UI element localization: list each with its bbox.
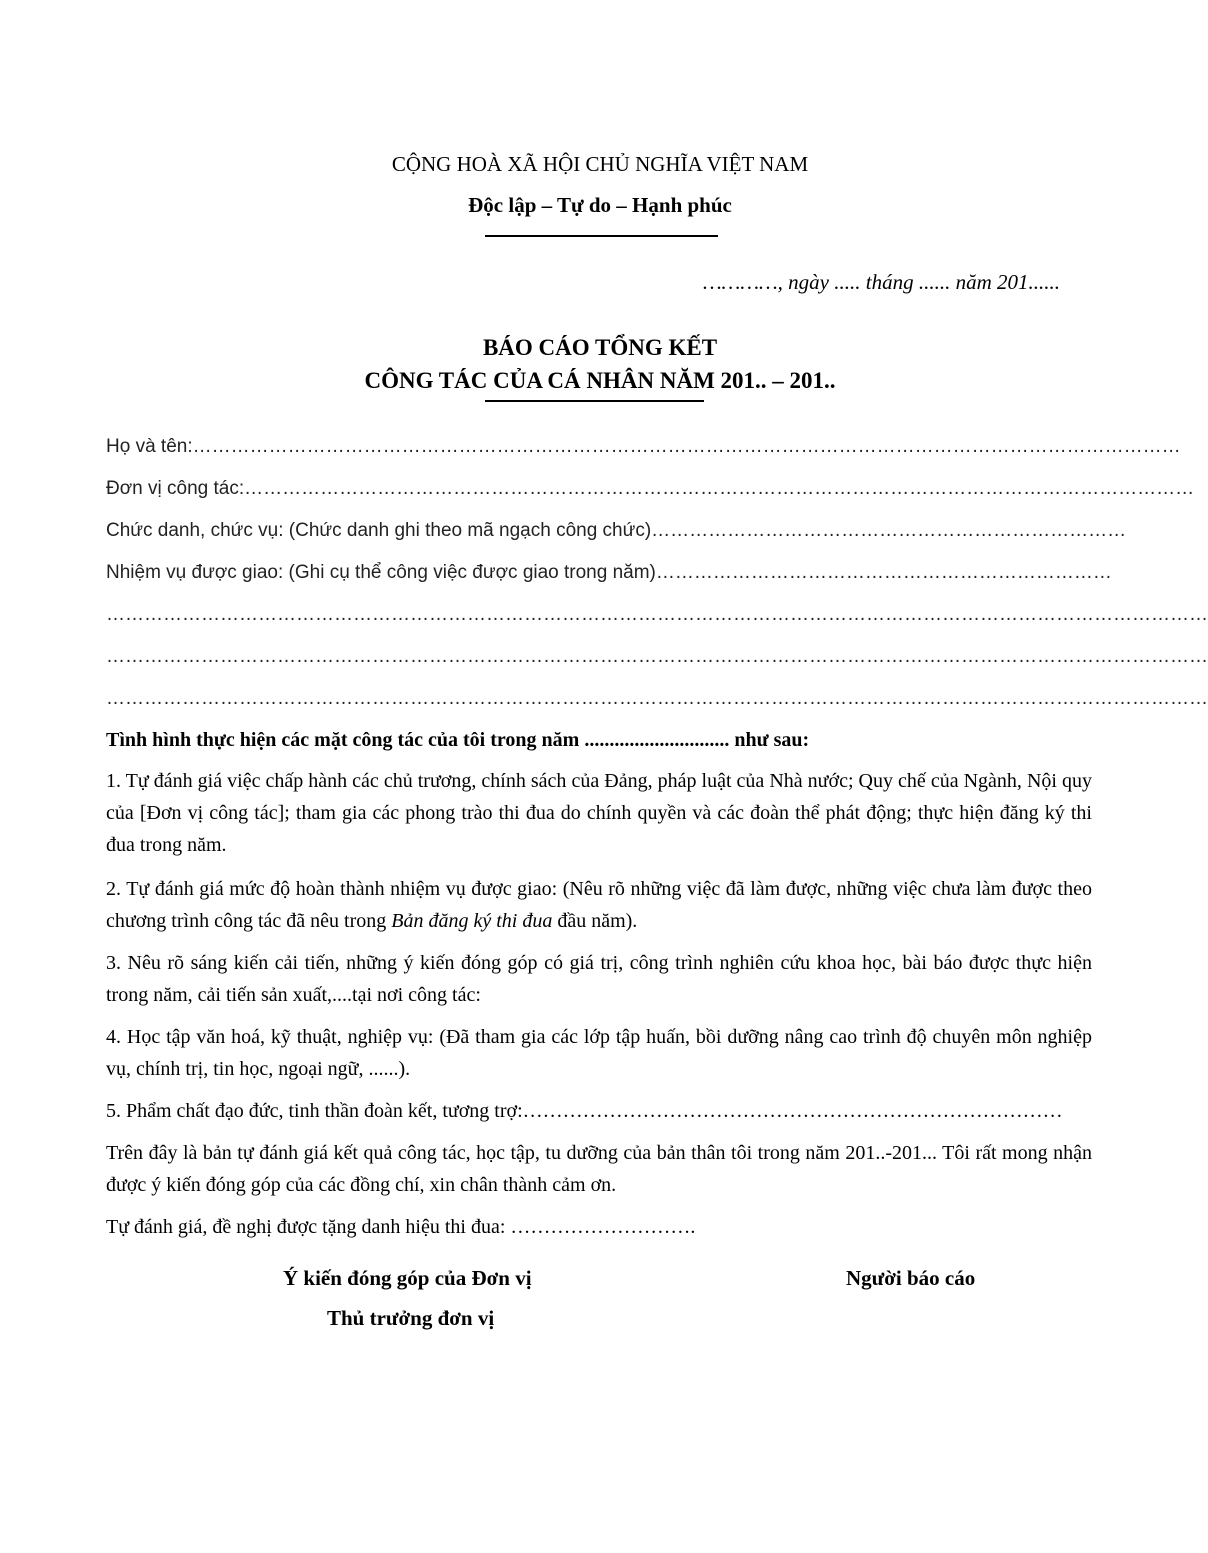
blank-line-3: ………………………………………………………………………………………………………………………………………………………… [106, 688, 1208, 709]
blank-line-1: ………………………………………………………………………………………………………………………………………………………… [106, 604, 1208, 625]
unit-head-label: Thủ trưởng đơn vị [327, 1306, 495, 1330]
item-2-end: đầu năm). [552, 910, 638, 932]
self-assessment-line: Tự đánh giá, đề nghị được tặng danh hiệu thi đua: ………………………. [106, 1216, 696, 1238]
section-heading: Tình hình thực hiện các mặt công tác của tôi trong năm ............................. như sau: [106, 729, 810, 751]
blank-line-2: ………………………………………………………………………………………………………………………………………………………… [106, 646, 1208, 667]
item-1: 1. Tự đánh giá việc chấp hành các chủ trương, chính sách của Đảng, pháp luật của Nhà nước; Quy chế của Ngành, Nội quy của [Đơn vị công tác]; tham gia các phong trào thi đua do chính quyền và các đoàn thể phát động; thực hiện đăng ký thi đua trong năm. [106, 770, 1092, 856]
national-title: CỘNG HOÀ XÃ HỘI CHỦ NGHĨA VIỆT NAM [391, 152, 809, 176]
header-divider [485, 235, 718, 237]
unit-field: Đơn vị công tác:…………………………………………………………………………………………………………………………………… [106, 478, 1195, 499]
duty-field: Nhiệm vụ được giao: (Ghi cụ thể công việc được giao trong năm)……………………………………………………………… [106, 562, 1112, 583]
item-5: 5. Phẩm chất đạo đức, tinh thần đoàn kết, tương trợ:……………………………………………………………………… [106, 1100, 1063, 1122]
title-divider [485, 400, 704, 402]
item-2 [106, 873, 1092, 937]
reporter-label: Người báo cáo [846, 1266, 976, 1290]
report-title-line2: CÔNG TÁC CỦA CÁ NHÂN NĂM 201.. – 201.. [364, 368, 836, 393]
position-field: Chức danh, chức vụ: (Chức danh ghi theo mã ngạch công chức)………………………………………………………………… [106, 520, 1127, 541]
item-2-text: 2. Tự đánh giá mức độ hoàn thành nhiệm vụ được giao: (Nêu rõ những việc đã làm được, những việc chưa làm được theo chương trình công tác đã nêu trong [106, 878, 1092, 932]
item-4: 4. Học tập văn hoá, kỹ thuật, nghiệp vụ: (Đã tham gia các lớp tập huấn, bồi dưỡng nâng cao trình độ chuyên môn nghiệp vụ, chính trị, tin học, ngoại ngữ, ......). [106, 1026, 1092, 1080]
unit-opinion-label: Ý kiến đóng góp của Đơn vị [283, 1266, 532, 1290]
national-motto: Độc lập – Tự do – Hạnh phúc [468, 193, 732, 217]
date-line: …………, ngày ..... tháng ...... năm 201...... [702, 270, 1060, 294]
full-name-field: Họ và tên:………………………………………………………………………………………………………………………………………… [106, 436, 1181, 457]
report-title-line1: BÁO CÁO TỔNG KẾT [482, 335, 718, 360]
closing-paragraph: Trên đây là bản tự đánh giá kết quả công tác, học tập, tu dưỡng của bản thân tôi trong năm 201..-201... Tôi rất mong nhận được ý kiến đóng góp của các đồng chí, xin chân thành cảm ơn. [106, 1142, 1092, 1196]
item-2-italic: Bản đăng ký thi đua [391, 910, 553, 932]
item-3: 3. Nêu rõ sáng kiến cải tiến, những ý kiến đóng góp có giá trị, công trình nghiên cứu khoa học, bài báo được thực hiện trong năm, cải tiến sản xuất,....tại nơi công tác: [106, 952, 1092, 1006]
